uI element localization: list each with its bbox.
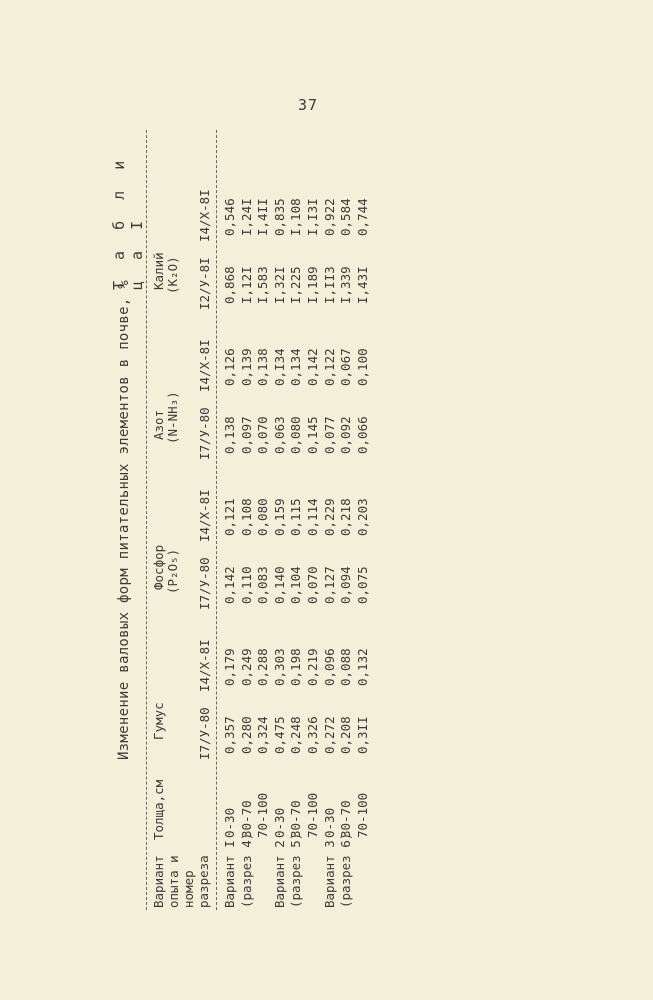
value-cell: 0,272: [321, 716, 337, 754]
depth-cell: 30-70: [338, 800, 354, 838]
header-date: I4/X-8I: [197, 489, 212, 542]
depth-cell: 0-30: [222, 807, 237, 838]
value-cell: 0,3II: [354, 716, 370, 754]
value-cell: 0,138: [222, 416, 237, 454]
value-cell: 0,083: [255, 566, 271, 604]
value-cell: 0,229: [321, 498, 337, 536]
header-group-name: Калий: [151, 252, 166, 290]
header-group-sub: (K₂O): [165, 256, 180, 294]
value-cell: 0,324: [255, 716, 271, 754]
value-cell: 0,203: [354, 498, 370, 536]
depth-cell: 70-100: [255, 792, 271, 838]
value-cell: 0,092: [338, 416, 354, 454]
value-cell: 0,198: [288, 648, 304, 686]
value-cell: 0,922: [321, 198, 337, 236]
header-variant: Вариант: [151, 855, 166, 908]
value-cell: 0,100: [354, 348, 370, 386]
value-cell: 0,121: [222, 498, 237, 536]
value-cell: 0,218: [338, 498, 354, 536]
header-variant: разреза: [196, 855, 211, 908]
depth-cell: 0-30: [321, 807, 337, 838]
value-cell: 0,108: [238, 498, 254, 536]
value-cell: 0,584: [338, 198, 354, 236]
header-top-rule: [146, 130, 147, 910]
header-date: I4/X-8I: [197, 639, 212, 692]
value-cell: 0,063: [271, 416, 287, 454]
depth-cell: 30-70: [288, 800, 304, 838]
value-cell: 0,104: [288, 566, 304, 604]
header-variant: опыта и: [166, 855, 181, 908]
value-cell: 0,132: [354, 648, 370, 686]
value-cell: 0,077: [321, 416, 337, 454]
value-cell: 0,I34: [271, 348, 287, 386]
value-cell: 0,067: [338, 348, 354, 386]
value-cell: 0,110: [238, 566, 254, 604]
value-cell: I,32I: [271, 266, 287, 304]
value-cell: 0,835: [271, 198, 287, 236]
value-cell: 0,075: [354, 566, 370, 604]
value-cell: I,II3: [321, 266, 337, 304]
value-cell: 0,097: [238, 416, 254, 454]
value-cell: I,I3I: [305, 198, 320, 236]
value-cell: I,4II: [255, 198, 271, 236]
header-date: I4/X-8I: [197, 189, 212, 242]
depth-cell: 70-100: [354, 792, 370, 838]
value-cell: 0,475: [271, 716, 287, 754]
value-cell: 0,080: [255, 498, 271, 536]
header-group-name: Гумус: [151, 702, 166, 740]
value-cell: 0,142: [305, 348, 320, 386]
header-date: I4/X-8I: [197, 339, 212, 392]
depth-cell: 30-70: [238, 800, 254, 838]
value-cell: 0,127: [321, 566, 337, 604]
header-date: I2/У-8I: [197, 257, 212, 310]
depth-cell: 0-30: [271, 807, 287, 838]
header-date: I7/У-80: [197, 407, 212, 460]
value-cell: 0,139: [238, 348, 254, 386]
header-group-sub: (P₂O₅): [165, 548, 180, 594]
value-cell: 0,070: [255, 416, 271, 454]
value-cell: 0,326: [305, 716, 320, 754]
value-cell: I,24I: [238, 198, 254, 236]
value-cell: 0,159: [271, 498, 287, 536]
depth-cell: 70-100: [305, 792, 320, 838]
value-cell: 0,208: [338, 716, 354, 754]
header-group-name: Азот: [151, 409, 166, 440]
variant-name: Вариант I: [222, 840, 237, 908]
value-cell: 0,122: [321, 348, 337, 386]
value-cell: 0,868: [222, 266, 237, 304]
variant-section: (разрез 5): [288, 832, 304, 908]
value-cell: I,225: [288, 266, 304, 304]
variant-name: Вариант 2: [271, 840, 287, 908]
value-cell: 0,145: [305, 416, 320, 454]
header-group-name: Фосфор: [151, 544, 166, 590]
page-number: 37: [298, 96, 319, 114]
value-cell: 0,546: [222, 198, 237, 236]
value-cell: 0,140: [271, 566, 287, 604]
value-cell: I,189: [305, 266, 320, 304]
value-cell: 0,280: [238, 716, 254, 754]
value-cell: 0,114: [305, 498, 320, 536]
value-cell: 0,096: [321, 648, 337, 686]
table-title: Изменение валовых форм питательных элементов в почве, %: [116, 279, 132, 761]
value-cell: 0,088: [338, 648, 354, 686]
value-cell: 0,115: [288, 498, 304, 536]
value-cell: 0,219: [305, 648, 320, 686]
variant-name: Вариант 3: [321, 840, 337, 908]
header-variant: номер: [181, 870, 196, 908]
value-cell: 0,303: [271, 648, 287, 686]
header-bottom-rule: [216, 130, 217, 910]
rotated-table-block: [110, 130, 370, 910]
value-cell: 0,066: [354, 416, 370, 454]
value-cell: 0,179: [222, 648, 237, 686]
value-cell: I,108: [288, 198, 304, 236]
value-cell: I,43I: [354, 266, 370, 304]
value-cell: 0,138: [255, 348, 271, 386]
header-depth: Толща,см: [151, 779, 166, 840]
variant-section: (разрез 6): [338, 832, 354, 908]
value-cell: 0,126: [222, 348, 237, 386]
value-cell: 0,142: [222, 566, 237, 604]
value-cell: 0,357: [222, 716, 237, 754]
value-cell: 0,134: [288, 348, 304, 386]
variant-section: (разрез 4): [238, 832, 254, 908]
header-date: I7/У-80: [197, 707, 212, 760]
value-cell: 0,744: [354, 198, 370, 236]
value-cell: I,12I: [238, 266, 254, 304]
value-cell: 0,249: [238, 648, 254, 686]
header-date: I7/У-80: [197, 557, 212, 610]
value-cell: 0,288: [255, 648, 271, 686]
value-cell: I,583: [255, 266, 271, 304]
table-label: Т а б л и ц а I: [110, 154, 146, 290]
value-cell: 0,248: [288, 716, 304, 754]
value-cell: I,339: [338, 266, 354, 304]
value-cell: 0,080: [288, 416, 304, 454]
value-cell: 0,094: [338, 566, 354, 604]
header-group-sub: (N-NH₃): [165, 391, 180, 444]
value-cell: 0,070: [305, 566, 320, 604]
